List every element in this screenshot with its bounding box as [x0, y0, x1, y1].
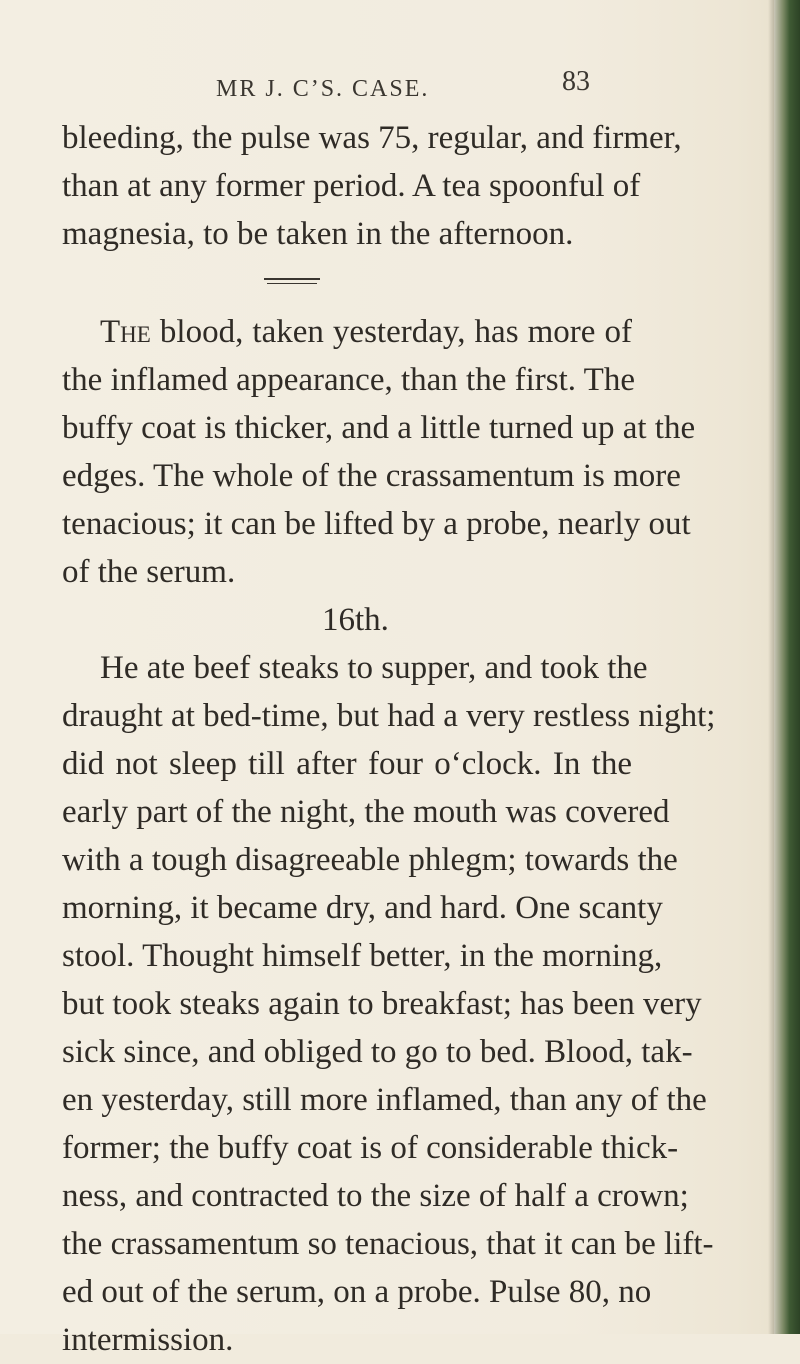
text-line: intermission. [62, 1322, 234, 1358]
page-number: 83 [562, 66, 590, 97]
text-line: en yesterday, still more inflamed, than any of the [62, 1082, 707, 1118]
text-line: He ate beef steaks to supper, and took the [100, 650, 648, 686]
text-line: edges. The whole of the crassamentum is more [62, 458, 681, 494]
text-line: stool. Thought himself better, in the morning, [62, 938, 663, 974]
paragraph-2 [62, 308, 696, 596]
date-heading: 16th. [322, 602, 389, 638]
paragraph-3 [62, 644, 716, 1364]
text-line: ness, and contracted to the size of half a crown; [62, 1178, 689, 1214]
text-line: early part of the night, the mouth was covered [62, 794, 670, 830]
text-line: magnesia, to be taken in the afternoon. [62, 216, 574, 252]
text-line [62, 308, 632, 356]
text-line: bleeding, the pulse was 75, regular, and firmer, [62, 120, 682, 156]
text-line: sick since, and obliged to go to bed. Blood, tak- [62, 1034, 693, 1070]
text-line: former; the buffy coat is of considerable thick- [62, 1130, 679, 1166]
text-line: than at any former period. A tea spoonful of [62, 168, 641, 204]
text-line: buffy coat is thicker, and a little turned up at the [62, 410, 696, 446]
running-head: MR J. C’S. CASE. [216, 76, 430, 102]
text-line: morning, it became dry, and hard. One scanty [62, 890, 663, 926]
text-line: tenacious; it can be lifted by a probe, nearly out [62, 506, 691, 542]
section-divider [62, 258, 632, 308]
text-block [62, 114, 716, 1364]
book-binding-edge [774, 0, 800, 1334]
text-line: with a tough disagreeable phlegm; towards the [62, 842, 678, 878]
text-line: the crassamentum so tenacious, that it can be lift- [62, 1226, 714, 1262]
paragraph-lead-word: The [100, 314, 151, 350]
divider-rule [267, 283, 317, 284]
paragraph-1 [62, 114, 682, 258]
text-line: but took steaks again to breakfast; has been very [62, 986, 702, 1022]
text-line: the inflamed appearance, than the first. The [62, 362, 635, 398]
divider-rule [264, 278, 320, 280]
text-line: draught at bed-time, but had a very restless night; [62, 698, 716, 734]
text-line-rest: blood, taken yesterday, has more of [150, 314, 632, 350]
text-line: ed out of the serum, on a probe. Pulse 80, no [62, 1274, 652, 1310]
text-line: of the serum. [62, 554, 236, 590]
text-line: did not sleep till after four o‘clock. In the [62, 746, 632, 782]
